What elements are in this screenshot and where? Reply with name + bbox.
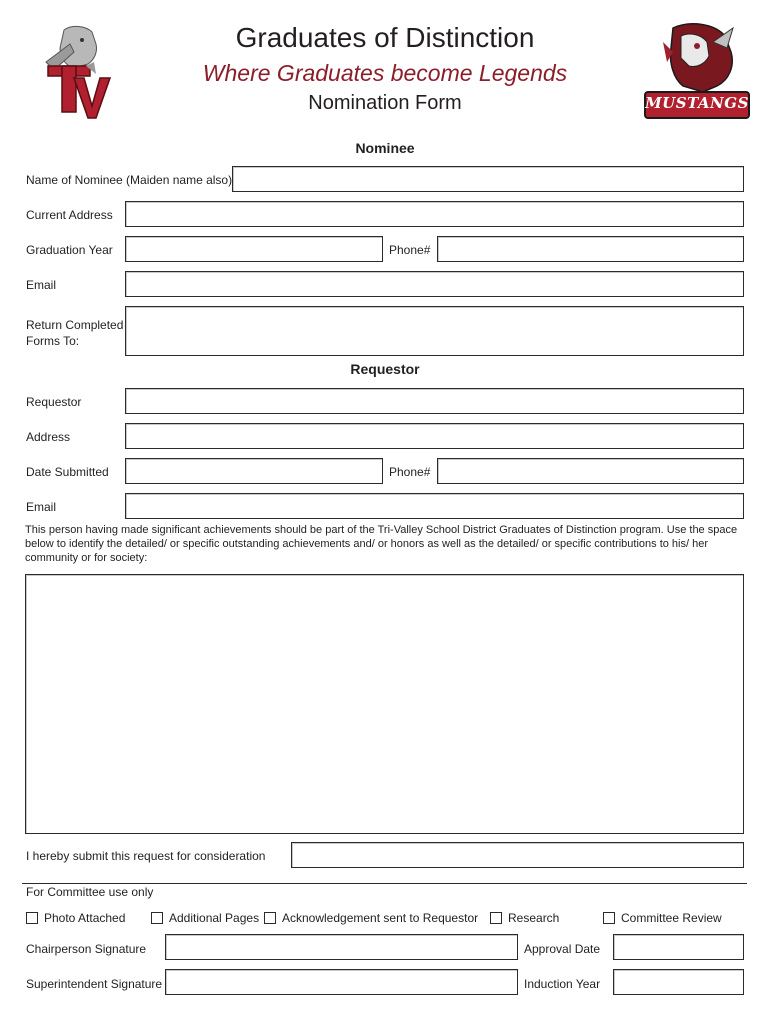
- chairperson-signature-label: Chairperson Signature: [26, 942, 147, 956]
- return-forms-label-1: Return Completed: [26, 318, 124, 332]
- nominee-phone-label: Phone#: [389, 243, 431, 257]
- requestor-address-label: Address: [26, 430, 71, 444]
- requestor-heading: Requestor: [350, 361, 420, 377]
- requestor-field[interactable]: [125, 388, 744, 414]
- acknowledgement-checkbox[interactable]: [264, 912, 276, 924]
- photo-attached-label: Photo Attached: [44, 911, 126, 925]
- page-title: Graduates of Distinction: [235, 22, 535, 53]
- acknowledgement-label: Acknowledgement sent to Requestor: [282, 911, 479, 925]
- induction-year-field[interactable]: [613, 969, 744, 995]
- instructions-text: This person having made significant achievements should be part of the Tri-Valley School District Graduates of Distinction program. Use the space below to identify the detailed/ or specific outstanding achievements and/ or honors as well as the detailed/ or specific contributions to his/ her community or for society:: [25, 524, 738, 564]
- nominee-phone-field[interactable]: [437, 236, 744, 262]
- committee-review-label: Committee Review: [621, 911, 722, 925]
- nominee-name-field[interactable]: [232, 166, 744, 192]
- requestor-email-field[interactable]: [125, 493, 744, 519]
- requestor-address-field[interactable]: [125, 423, 744, 449]
- committee-heading: For Committee use only: [26, 885, 154, 899]
- current-address-field[interactable]: [125, 201, 744, 227]
- superintendent-signature-label: Superintendent Signature: [26, 977, 163, 991]
- mustangs-logo-text: MUSTANGS: [645, 94, 749, 112]
- additional-pages-label: Additional Pages: [169, 911, 260, 925]
- requestor-phone-field[interactable]: [437, 458, 744, 484]
- graduation-year-label: Graduation Year: [26, 243, 113, 257]
- approval-date-label: Approval Date: [524, 942, 601, 956]
- photo-attached-checkbox[interactable]: [26, 912, 38, 924]
- research-checkbox[interactable]: [490, 912, 502, 924]
- chairperson-signature-field[interactable]: [165, 934, 518, 960]
- date-submitted-label: Date Submitted: [26, 465, 109, 479]
- superintendent-signature-field[interactable]: [165, 969, 518, 995]
- date-submitted-field[interactable]: [125, 458, 383, 484]
- return-forms-field[interactable]: [125, 306, 744, 356]
- nominee-heading: Nominee: [355, 140, 415, 156]
- page-subtitle: Where Graduates become Legends: [202, 60, 568, 86]
- committee-review-checkbox[interactable]: [603, 912, 615, 924]
- requestor-phone-label: Phone#: [389, 465, 431, 479]
- current-address-label: Current Address: [26, 208, 113, 222]
- approval-date-field[interactable]: [613, 934, 744, 960]
- nominee-name-label: Name of Nominee (Maiden name also): [26, 173, 233, 187]
- requestor-email-label: Email: [26, 500, 57, 514]
- form-name: Nomination Form: [308, 92, 462, 114]
- achievements-textarea[interactable]: [25, 574, 744, 834]
- nominee-email-field[interactable]: [125, 271, 744, 297]
- nominee-email-label: Email: [26, 278, 57, 292]
- additional-pages-checkbox[interactable]: [151, 912, 163, 924]
- return-forms-label-2: Forms To:: [26, 334, 80, 348]
- graduation-year-field[interactable]: [125, 236, 383, 262]
- requestor-label: Requestor: [26, 395, 82, 409]
- research-label: Research: [508, 911, 560, 925]
- induction-year-label: Induction Year: [524, 977, 601, 991]
- submit-signature-field[interactable]: [291, 842, 744, 868]
- committee-divider: [22, 883, 747, 884]
- submit-statement-label: I hereby submit this request for consideration: [26, 849, 266, 863]
